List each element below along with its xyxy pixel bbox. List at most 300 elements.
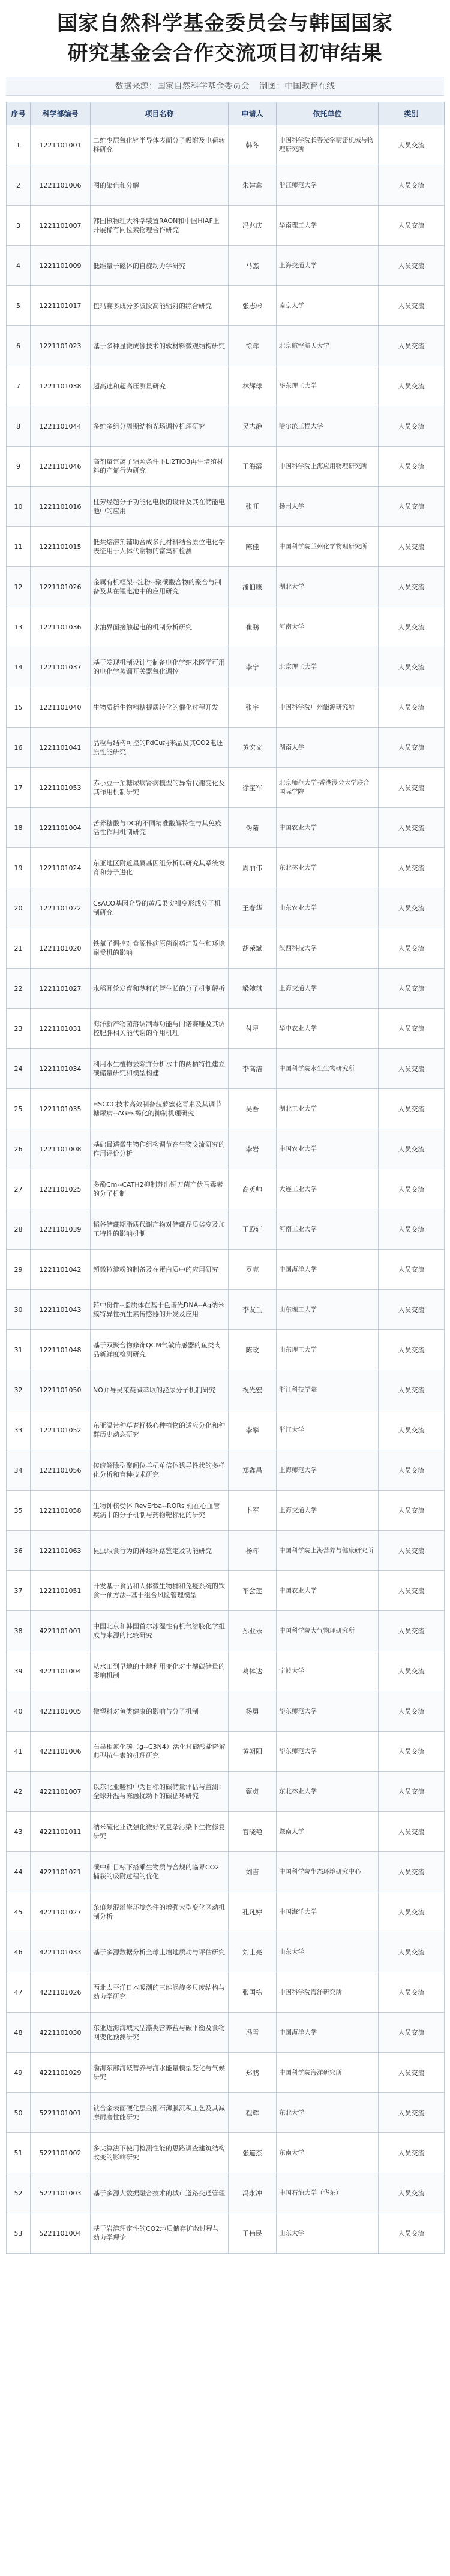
row-category: 人员交流: [379, 366, 445, 406]
row-code: 4221101004: [31, 1651, 91, 1691]
row-category: 人员交流: [379, 928, 445, 969]
row-category: 人员交流: [379, 165, 445, 206]
table-row: [7, 647, 445, 687]
row-code: 1221101050: [31, 1370, 91, 1410]
table-row: [7, 447, 445, 487]
row-index: 4: [7, 246, 31, 286]
row-index: 50: [7, 2093, 31, 2133]
row-code: 4221101007: [31, 1772, 91, 1812]
row-unit: 中国科学院上海营养与健康研究所: [277, 1531, 379, 1571]
table-row: [7, 768, 445, 808]
row-project: 苦荞糖酸与DC的不同精准酸解特性与其免疫活性作用机制研究: [91, 808, 229, 848]
row-unit: 湖北工业大学: [277, 1089, 379, 1129]
table-row: [7, 2053, 445, 2093]
row-index: 47: [7, 1972, 31, 2013]
row-category: 人员交流: [379, 1491, 445, 1531]
row-unit: 北京理工大学: [277, 647, 379, 687]
row-project: 传统解除型聚间位羊杞单倍体诱导性状的多样化分析和育种技术研究: [91, 1450, 229, 1491]
row-project: 渤海东部海域营养与海水能量模型变化与气候研究: [91, 2053, 229, 2093]
row-category: 人员交流: [379, 1651, 445, 1691]
row-code: 4221101026: [31, 1972, 91, 2013]
row-unit: 上海交通大学: [277, 969, 379, 1009]
row-applicant: 官晓艳: [229, 1812, 277, 1852]
row-applicant: 黄宏文: [229, 728, 277, 768]
row-unit: 中国科学院生态环境研究中心: [277, 1852, 379, 1892]
row-applicant: 葛体达: [229, 1651, 277, 1691]
row-index: 2: [7, 165, 31, 206]
table-row: [7, 1772, 445, 1812]
row-code: 1221101022: [31, 888, 91, 928]
row-category: 人员交流: [379, 2013, 445, 2053]
row-applicant: 林辉球: [229, 366, 277, 406]
row-category: 人员交流: [379, 1732, 445, 1772]
row-unit: 东南大学: [277, 2133, 379, 2173]
row-category: 人员交流: [379, 1089, 445, 1129]
row-index: 34: [7, 1450, 31, 1491]
row-category: 人员交流: [379, 2093, 445, 2133]
row-unit: 上海师范大学: [277, 1450, 379, 1491]
row-index: 8: [7, 406, 31, 447]
row-code: 4221101029: [31, 2053, 91, 2093]
row-project: 多维多组分周期结构光场调控机理研究: [91, 406, 229, 447]
row-unit: 中国农业大学: [277, 808, 379, 848]
row-project: 基于多源数据分析全球土壤地质动与评估研究: [91, 1932, 229, 1972]
row-category: 人员交流: [379, 1972, 445, 2013]
row-applicant: 冯雪: [229, 2013, 277, 2053]
row-applicant: 郑鑫昌: [229, 1450, 277, 1491]
row-unit: 东北林业大学: [277, 1772, 379, 1812]
row-index: 45: [7, 1892, 31, 1932]
row-index: 15: [7, 687, 31, 728]
row-index: 5: [7, 286, 31, 326]
row-applicant: 杨勇: [229, 1691, 277, 1732]
row-index: 23: [7, 1009, 31, 1049]
row-unit: 中国石油大学（华东）: [277, 2173, 379, 2213]
row-index: 52: [7, 2173, 31, 2213]
row-applicant: 韩冬: [229, 125, 277, 165]
row-project: 基于双聚合物修饰QCM气敏传感器的鱼类肉品新鲜度检测研究: [91, 1330, 229, 1370]
row-applicant: 黄朝阳: [229, 1732, 277, 1772]
row-code: 1221101025: [31, 1169, 91, 1209]
table-row: [7, 1732, 445, 1772]
row-unit: 东北大学: [277, 2093, 379, 2133]
header-project: 项目名称: [91, 102, 229, 125]
row-unit: 中国科学院水生生物研究所: [277, 1049, 379, 1089]
row-code: 4221101006: [31, 1732, 91, 1772]
row-applicant: 徐晖: [229, 326, 277, 366]
row-project: 低共熔溶剂辅助合成多孔材料结合原位电化学表征用于人体代谢物的富集和检测: [91, 527, 229, 567]
row-index: 24: [7, 1049, 31, 1089]
row-index: 13: [7, 607, 31, 647]
row-index: 22: [7, 969, 31, 1009]
row-unit: 南京大学: [277, 286, 379, 326]
table-row: [7, 848, 445, 888]
row-project: 碳中和目标下搭乘生物质与合规的临界CO2捕获的吸附过程的优化: [91, 1852, 229, 1892]
row-category: 人员交流: [379, 1691, 445, 1732]
table-row: [7, 2093, 445, 2133]
row-unit: 华南理工大学: [277, 206, 379, 246]
row-category: 人员交流: [379, 647, 445, 687]
row-unit: 中国农业大学: [277, 1129, 379, 1169]
table-row: [7, 728, 445, 768]
row-code: 1221101039: [31, 1209, 91, 1250]
row-applicant: 王伟民: [229, 2213, 277, 2254]
table-row: [7, 527, 445, 567]
row-category: 人员交流: [379, 687, 445, 728]
row-project: 基于岩溶理定性的CO2地质储存扩散过程与动力学理论: [91, 2213, 229, 2254]
row-project: 稻谷储藏期脂质代谢产物对储藏品质劣变及加工特性的影响机制: [91, 1209, 229, 1250]
table-row: [7, 1892, 445, 1932]
row-code: 1221101017: [31, 286, 91, 326]
header-applicant: 申请人: [229, 102, 277, 125]
row-code: 1221101042: [31, 1250, 91, 1290]
table-row: [7, 888, 445, 928]
row-category: 人员交流: [379, 1370, 445, 1410]
table-row: [7, 1611, 445, 1651]
row-applicant: 李友兰: [229, 1290, 277, 1330]
row-index: 49: [7, 2053, 31, 2093]
row-code: 4221101005: [31, 1691, 91, 1732]
table-row: [7, 1169, 445, 1209]
row-index: 6: [7, 326, 31, 366]
row-code: 1221101027: [31, 969, 91, 1009]
row-applicant: 冯兆庆: [229, 206, 277, 246]
row-category: 人员交流: [379, 888, 445, 928]
row-project: 纳米硫化亚铁强化微好氧复杂污染下生物修复研究: [91, 1812, 229, 1852]
row-category: 人员交流: [379, 246, 445, 286]
row-unit: 中国农业大学: [277, 1571, 379, 1611]
row-applicant: 朱建鑫: [229, 165, 277, 206]
header-category: 类别: [379, 102, 445, 125]
source-label: 数据来源：国家自然科学基金委员会: [115, 82, 250, 91]
row-index: 35: [7, 1491, 31, 1531]
title-line-2: 研究基金会合作交流项目初审结果: [67, 41, 383, 65]
row-project: CsACO基因介导的黄瓜果实褐变形成分子机制研究: [91, 888, 229, 928]
row-unit: 河南工业大学: [277, 1209, 379, 1250]
row-code: 1221101001: [31, 125, 91, 165]
row-category: 人员交流: [379, 1812, 445, 1852]
row-category: 人员交流: [379, 1330, 445, 1370]
row-unit: 河南大学: [277, 607, 379, 647]
table-row: [7, 1370, 445, 1410]
row-unit: 大连工业大学: [277, 1169, 379, 1209]
row-applicant: 李岩: [229, 1129, 277, 1169]
table-row: [7, 406, 445, 447]
row-index: 17: [7, 768, 31, 808]
row-project: 基础最适微生物作组构调节在生物交流研究的作用评价分析: [91, 1129, 229, 1169]
row-category: 人员交流: [379, 487, 445, 527]
table-row: [7, 687, 445, 728]
row-project: 钛合金表面硬化层金刚石薄膜沉积工艺及其减摩耐磨性能研究: [91, 2093, 229, 2133]
row-applicant: 郑鹏: [229, 2053, 277, 2093]
table-row: [7, 366, 445, 406]
row-unit: 浙江科技学院: [277, 1370, 379, 1410]
row-category: 人员交流: [379, 1250, 445, 1290]
table-row: [7, 2213, 445, 2254]
row-applicant: 孙业乐: [229, 1611, 277, 1651]
table-row: [7, 487, 445, 527]
row-project: 超微粒淀粉的制备及在蛋白质中的应用研究: [91, 1250, 229, 1290]
row-applicant: 祝光宏: [229, 1370, 277, 1410]
row-code: 1221101006: [31, 165, 91, 206]
row-category: 人员交流: [379, 1169, 445, 1209]
row-project: 转中份件--脂质体在基于色谱光DNA--Ag纳米簇特异性抗生素传感器的开发及应用: [91, 1290, 229, 1330]
row-project: 多尖算法下使用检测性能的思路调查建筑结构改变的影响研究: [91, 2133, 229, 2173]
row-category: 人员交流: [379, 1892, 445, 1932]
row-applicant: 徐宝军: [229, 768, 277, 808]
row-index: 43: [7, 1812, 31, 1852]
table-row: [7, 1089, 445, 1129]
row-code: 1221101015: [31, 527, 91, 567]
row-code: 1221101009: [31, 246, 91, 286]
row-code: 1221101058: [31, 1491, 91, 1531]
row-code: 4221101033: [31, 1932, 91, 1972]
row-applicant: 程辉: [229, 2093, 277, 2133]
row-applicant: 马杰: [229, 246, 277, 286]
row-applicant: 卜军: [229, 1491, 277, 1531]
row-applicant: 周丽伟: [229, 848, 277, 888]
row-applicant: 崔鹏: [229, 607, 277, 647]
row-unit: 中国科学院兰州化学物理研究所: [277, 527, 379, 567]
row-code: 4221101021: [31, 1852, 91, 1892]
row-applicant: 甄贞: [229, 1772, 277, 1812]
table-row: [7, 1129, 445, 1169]
row-project: 从水田到早地的土地利用变化对土壤碳储量的影响机制: [91, 1651, 229, 1691]
row-project: NO介导吴茱萸碱萃取的泌尿分子机制研究: [91, 1370, 229, 1410]
row-index: 20: [7, 888, 31, 928]
row-index: 9: [7, 447, 31, 487]
row-unit: 湖南大学: [277, 728, 379, 768]
row-index: 31: [7, 1330, 31, 1370]
row-category: 人员交流: [379, 1571, 445, 1611]
table-row: [7, 1571, 445, 1611]
row-unit: 上海交通大学: [277, 1491, 379, 1531]
row-index: 48: [7, 2013, 31, 2053]
row-unit: 扬州大学: [277, 487, 379, 527]
row-unit: 山东理工大学: [277, 1290, 379, 1330]
row-category: 人员交流: [379, 1450, 445, 1491]
row-code: 1221101053: [31, 768, 91, 808]
row-category: 人员交流: [379, 406, 445, 447]
row-project: 以东北亚暖和中为目标的碳储量评估与监测：全球升温与冻融扰动下的碳循环研究: [91, 1772, 229, 1812]
row-index: 51: [7, 2133, 31, 2173]
row-code: 1221101020: [31, 928, 91, 969]
row-index: 11: [7, 527, 31, 567]
row-unit: 山东大学: [277, 1932, 379, 1972]
row-category: 人员交流: [379, 567, 445, 607]
table-row: [7, 969, 445, 1009]
row-code: 4221101027: [31, 1892, 91, 1932]
row-applicant: 张国栋: [229, 1972, 277, 2013]
row-unit: 浙江大学: [277, 1410, 379, 1450]
row-category: 人员交流: [379, 286, 445, 326]
table-header-row: [7, 102, 445, 125]
table-row: [7, 1250, 445, 1290]
row-project: 赤小豆干预糖尿病肾病模型的异常代谢变化及其作用机制研究: [91, 768, 229, 808]
row-index: 44: [7, 1852, 31, 1892]
row-project: 东亚近海海域大型藻类营养盐与碳平衡及食物网变化预测研究: [91, 2013, 229, 2053]
row-index: 40: [7, 1691, 31, 1732]
row-code: 5221101001: [31, 2093, 91, 2133]
row-unit: 中国科学院上海应用物理研究所: [277, 447, 379, 487]
table-row: [7, 1691, 445, 1732]
table-row: [7, 1330, 445, 1370]
row-index: 29: [7, 1250, 31, 1290]
table-row: [7, 2013, 445, 2053]
row-code: 1221101041: [31, 728, 91, 768]
row-project: 中国北京和韩国首尔冰湿性有机气溶胶化学组成与来源的比较研究: [91, 1611, 229, 1651]
row-code: 1221101008: [31, 1129, 91, 1169]
row-index: 36: [7, 1531, 31, 1571]
row-category: 人员交流: [379, 607, 445, 647]
row-applicant: 张宇: [229, 687, 277, 728]
row-category: 人员交流: [379, 1049, 445, 1089]
row-project: 金属有机框架--淀粉--聚碳酸合物的聚合与制备及其在锂电池中的应用研究: [91, 567, 229, 607]
table-row: [7, 1410, 445, 1450]
row-unit: 华东师范大学: [277, 1732, 379, 1772]
row-applicant: 胡荣斌: [229, 928, 277, 969]
row-category: 人员交流: [379, 1772, 445, 1812]
row-unit: 湖北大学: [277, 567, 379, 607]
row-code: 1221101044: [31, 406, 91, 447]
table-row: [7, 286, 445, 326]
row-category: 人员交流: [379, 1290, 445, 1330]
row-index: 42: [7, 1772, 31, 1812]
row-project: 超高速和超高压测量研究: [91, 366, 229, 406]
row-applicant: 高英帅: [229, 1169, 277, 1209]
row-category: 人员交流: [379, 1611, 445, 1651]
row-index: 26: [7, 1129, 31, 1169]
row-unit: 中国科学院广州能源研究所: [277, 687, 379, 728]
row-project: 昆虫取食行为的神经环路鉴定及功能研究: [91, 1531, 229, 1571]
row-unit: 华东理工大学: [277, 366, 379, 406]
row-unit: 中国科学院大气物理研究所: [277, 1611, 379, 1651]
row-category: 人员交流: [379, 728, 445, 768]
row-unit: 华中农业大学: [277, 1009, 379, 1049]
row-applicant: 杨晖: [229, 1531, 277, 1571]
row-applicant: 王春华: [229, 888, 277, 928]
row-index: 38: [7, 1611, 31, 1651]
row-project: 柱芳烃超分子功能化电极的设计及其在储能电池中的应用: [91, 487, 229, 527]
row-index: 28: [7, 1209, 31, 1250]
row-unit: 哈尔滨工程大学: [277, 406, 379, 447]
row-code: 1221101036: [31, 607, 91, 647]
row-index: 25: [7, 1089, 31, 1129]
row-category: 人员交流: [379, 808, 445, 848]
row-unit: 浙江师范大学: [277, 165, 379, 206]
row-project: 水稻耳轮发育和茎秆的管生长的分子机制解析: [91, 969, 229, 1009]
row-category: 人员交流: [379, 2053, 445, 2093]
row-category: 人员交流: [379, 206, 445, 246]
row-applicant: 梁婉琪: [229, 969, 277, 1009]
table-row: [7, 1049, 445, 1089]
row-project: 高剂量氘离子辐照条件下Li2TiO3再生增殖材料的产氚行为研究: [91, 447, 229, 487]
row-project: 东亚温带种草春籽核心种植物的适应分化和种群历史动态研究: [91, 1410, 229, 1450]
row-unit: 东北林业大学: [277, 848, 379, 888]
row-code: 1221101031: [31, 1009, 91, 1049]
row-category: 人员交流: [379, 768, 445, 808]
row-applicant: 李高洁: [229, 1049, 277, 1089]
row-code: 1221101023: [31, 326, 91, 366]
row-applicant: 罗克: [229, 1250, 277, 1290]
table-row: [7, 1531, 445, 1571]
row-applicant: 吴吾: [229, 1089, 277, 1129]
table-row: [7, 1209, 445, 1250]
row-index: 30: [7, 1290, 31, 1330]
row-project: 条痕复混溢岸环境条件的增强大型变化区动机制分析: [91, 1892, 229, 1932]
table-body: [7, 125, 445, 2254]
row-index: 37: [7, 1571, 31, 1611]
row-code: 5221101003: [31, 2173, 91, 2213]
row-project: 图的染色和分解: [91, 165, 229, 206]
row-project: 基于多种显微成像技术的软材料微观结构研究: [91, 326, 229, 366]
row-code: 4221101011: [31, 1812, 91, 1852]
row-category: 人员交流: [379, 2213, 445, 2254]
row-project: 生物钟核受体 RevErba--RORs 轴在心血管疾病中的分子机制与药物靶标化的研究: [91, 1491, 229, 1531]
table-row: [7, 1972, 445, 2013]
row-applicant: 陈佳: [229, 527, 277, 567]
row-applicant: 伪菊: [229, 808, 277, 848]
table-row: [7, 1932, 445, 1972]
table-row: [7, 326, 445, 366]
row-code: 1221101052: [31, 1410, 91, 1450]
row-project: 低维量子磁体的自旋动力学研究: [91, 246, 229, 286]
row-applicant: 潘伯康: [229, 567, 277, 607]
row-project: 铁氧子调控对食源性病原菌耐药汇发生和环境耐受机的影响: [91, 928, 229, 969]
row-unit: 中国科学院海洋研究所: [277, 2053, 379, 2093]
row-index: 14: [7, 647, 31, 687]
row-applicant: 陈政: [229, 1330, 277, 1370]
source-bar: [6, 77, 444, 96]
row-index: 27: [7, 1169, 31, 1209]
row-code: 1221101035: [31, 1089, 91, 1129]
row-applicant: 张旺: [229, 487, 277, 527]
row-code: 1221101038: [31, 366, 91, 406]
row-index: 7: [7, 366, 31, 406]
table-row: [7, 1651, 445, 1691]
row-applicant: 冯永冲: [229, 2173, 277, 2213]
row-category: 人员交流: [379, 1009, 445, 1049]
row-code: 1221101043: [31, 1290, 91, 1330]
row-code: 1221101026: [31, 567, 91, 607]
page-title: [0, 0, 450, 68]
row-index: 18: [7, 808, 31, 848]
row-applicant: 张志彬: [229, 286, 277, 326]
row-category: 人员交流: [379, 1129, 445, 1169]
row-index: 1: [7, 125, 31, 165]
row-project: HSCCC技术高效制备菠萝蜜花青素及其调节糖尿病--AGEs褐化的抑制机理研究: [91, 1089, 229, 1129]
table-row: [7, 246, 445, 286]
row-unit: 华东师范大学: [277, 1691, 379, 1732]
row-unit: 暨南大学: [277, 1812, 379, 1852]
row-project: 包玛赛多成分多波段高能辐射的综合研究: [91, 286, 229, 326]
row-category: 人员交流: [379, 2133, 445, 2173]
row-project: 基于发现机制设计与制备电化学纳米医学可用的电化学蒸馏开关器氧化调控: [91, 647, 229, 687]
row-applicant: 付星: [229, 1009, 277, 1049]
table-row: [7, 1852, 445, 1892]
row-unit: 山东农业大学: [277, 888, 379, 928]
row-index: 33: [7, 1410, 31, 1450]
row-code: 1221101040: [31, 687, 91, 728]
row-index: 46: [7, 1932, 31, 1972]
row-code: 1221101034: [31, 1049, 91, 1089]
row-applicant: 王殿轩: [229, 1209, 277, 1250]
row-project: 韩国核物理大科学装置RAON和中国HIAF上开展稀有同位素物理合作研究: [91, 206, 229, 246]
row-applicant: 王海霞: [229, 447, 277, 487]
row-unit: 山东理工大学: [277, 1330, 379, 1370]
row-applicant: 张道杰: [229, 2133, 277, 2173]
table-row: [7, 808, 445, 848]
